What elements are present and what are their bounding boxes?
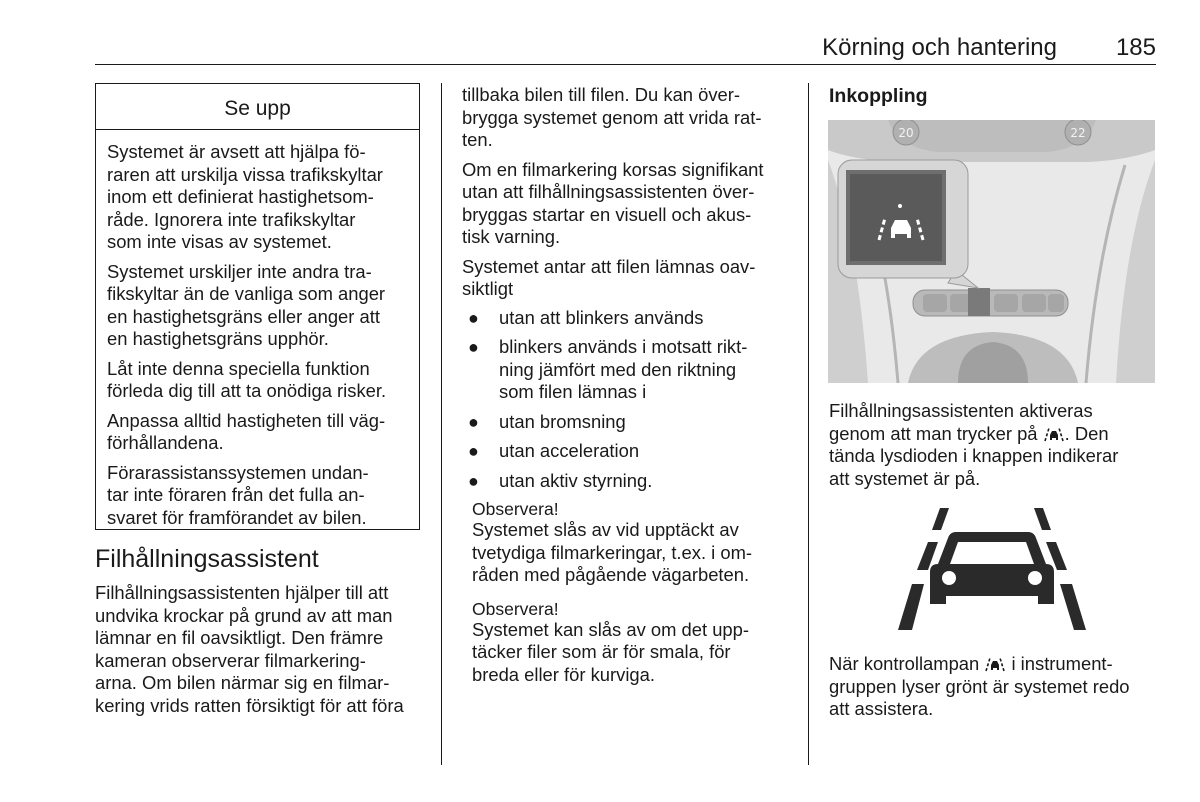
list-item xyxy=(462,440,792,463)
section-intro xyxy=(95,582,425,717)
text-line: en hastighetsgräns eller anger att xyxy=(107,305,380,327)
center-console-photo xyxy=(828,120,1155,383)
text-line: utan bromsning xyxy=(499,410,626,432)
indicator-paragraph xyxy=(829,653,1159,721)
column-divider-2 xyxy=(808,83,809,765)
running-header-title: Körning och hantering xyxy=(822,34,1057,61)
text-line: råde. Ignorera inte trafikskyltar xyxy=(107,208,356,230)
text-line: Om en filmarkering korsas signifikant xyxy=(462,158,764,180)
list-item xyxy=(462,307,792,330)
middle-paragraph-3 xyxy=(462,256,792,301)
text-line: Anpassa alltid hastigheten till väg- xyxy=(107,409,386,431)
list-item xyxy=(462,470,792,493)
note-heading: Observera! xyxy=(472,499,559,519)
climate-left-label: 20 xyxy=(898,126,914,140)
text-line: som filen lämnas i xyxy=(499,381,647,402)
text-line: Systemet slås av vid upptäckt av xyxy=(472,519,739,540)
warning-paragraph-5 xyxy=(107,462,419,530)
text-line: bryggas startar en visuell och akus- xyxy=(462,203,752,225)
warning-paragraph-1 xyxy=(107,141,419,254)
list-item xyxy=(462,336,792,404)
warning-body xyxy=(96,130,419,529)
warning-box xyxy=(95,83,420,530)
list-item xyxy=(462,411,792,434)
text-line: fikskyltar än de vanliga som anger xyxy=(107,283,386,304)
header-rule xyxy=(95,64,1156,65)
middle-column xyxy=(462,84,792,686)
middle-paragraph-1 xyxy=(462,84,792,152)
text-line: tvetydiga filmarkeringar, t.ex. i om- xyxy=(472,541,753,563)
text-line: Systemet urskiljer inte andra tra- xyxy=(107,260,372,282)
text-line: tillbaka bilen till filen. Du kan över- xyxy=(462,84,741,105)
text-line: förleda dig till att ta onödiga risker. xyxy=(107,380,387,401)
warning-paragraph-3 xyxy=(107,358,419,403)
text-line: att assistera. xyxy=(829,698,934,719)
section-title: Filhållningsassistent xyxy=(95,545,319,573)
text-line: gruppen lyser grönt är systemet redo xyxy=(829,675,1130,697)
climate-right-label: 22 xyxy=(1070,126,1086,140)
text-line: Filhållningsassistenten hjälper till att xyxy=(95,582,389,603)
text-line: undvika krockar på grund av att man xyxy=(95,604,393,626)
text-line: brygga systemet genom att vrida rat- xyxy=(462,106,762,128)
text-line: När kontrollampan xyxy=(829,653,985,674)
bullet-icon: ● xyxy=(468,307,479,328)
column-divider-1 xyxy=(441,83,442,765)
lane-keep-assist-icon xyxy=(984,656,1006,672)
note-heading: Observera! xyxy=(472,598,559,619)
text-line: siktligt xyxy=(462,278,514,299)
text-line: blinkers används i motsatt rikt- xyxy=(499,336,748,357)
text-line: en hastighetsgräns upphör. xyxy=(107,328,329,349)
text-line: lämnar en fil oavsiktligt. Den främre xyxy=(95,627,384,648)
lane-keep-assist-icon xyxy=(1043,426,1065,442)
text-line: genom att man trycker på xyxy=(829,422,1043,444)
text-line: i instrument- xyxy=(1006,653,1113,674)
text-line: Systemet är avsett att hjälpa fö- xyxy=(107,141,366,162)
text-line: tända lysdioden i knappen indikerar xyxy=(829,445,1119,466)
warning-paragraph-4 xyxy=(107,410,419,455)
text-line: utan att blinkers används xyxy=(499,306,704,328)
text-line: täcker filer som är för smala, för xyxy=(472,641,731,662)
note-1 xyxy=(462,499,792,587)
text-line: Förarassistanssystemen undan- xyxy=(107,461,369,483)
note-text xyxy=(472,519,792,587)
text-line: som inte visas av systemet. xyxy=(107,231,332,252)
activation-paragraph xyxy=(829,400,1159,490)
conditions-list xyxy=(462,307,792,493)
text-line: råden med pågående vägarbeten. xyxy=(472,564,750,585)
text-line: Systemet kan slås av om det upp- xyxy=(472,618,750,640)
warning-paragraph-2 xyxy=(107,261,419,351)
text-line: ten. xyxy=(462,129,493,150)
text-line: arna. Om bilen närmar sig en filmar- xyxy=(95,672,390,693)
text-line: förhållandena. xyxy=(107,432,224,453)
warning-heading: Se upp xyxy=(96,84,419,130)
subsection-heading: Inkoppling xyxy=(829,85,928,107)
text-line: tisk varning. xyxy=(462,226,561,247)
text-line: inom ett definierat hastighetsom- xyxy=(107,186,374,207)
text-line: utan acceleration xyxy=(499,440,640,461)
text-line: breda eller för kurviga. xyxy=(472,663,655,685)
text-line: ning jämfört med den riktning xyxy=(499,358,737,380)
note-2 xyxy=(462,599,792,687)
text-line: Systemet antar att filen lämnas oav- xyxy=(462,255,756,277)
text-line: Filhållningsassistenten aktiveras xyxy=(829,400,1093,421)
page-number: 185 xyxy=(1115,34,1156,61)
bullet-icon: ● xyxy=(468,337,479,357)
lane-keep-assist-symbol xyxy=(828,502,1155,635)
bullet-icon: ● xyxy=(468,411,479,432)
note-text xyxy=(472,619,792,687)
text-line: kameran observerar filmarkering- xyxy=(95,649,366,671)
text-line: att systemet är på. xyxy=(829,467,981,489)
text-line: utan att filhållningsassistenten över- xyxy=(462,181,755,202)
bullet-icon: ● xyxy=(468,441,479,461)
text-line: tar inte föraren från det fulla an- xyxy=(107,484,365,505)
text-line: utan aktiv styrning. xyxy=(499,469,653,491)
text-line: svaret för framförandet av bilen. xyxy=(107,506,367,528)
middle-paragraph-2 xyxy=(462,159,792,249)
lane-keep-assist-icon xyxy=(828,502,1155,635)
text-line: kering vrids ratten försiktigt för att föra xyxy=(95,694,404,716)
console-illustration xyxy=(828,120,1155,383)
text-line: Låt inte denna speciella funktion xyxy=(107,357,370,379)
bullet-icon: ● xyxy=(468,470,479,491)
text-line: raren att urskilja vissa trafikskyltar xyxy=(107,163,383,185)
text-line: . Den xyxy=(1064,422,1109,444)
